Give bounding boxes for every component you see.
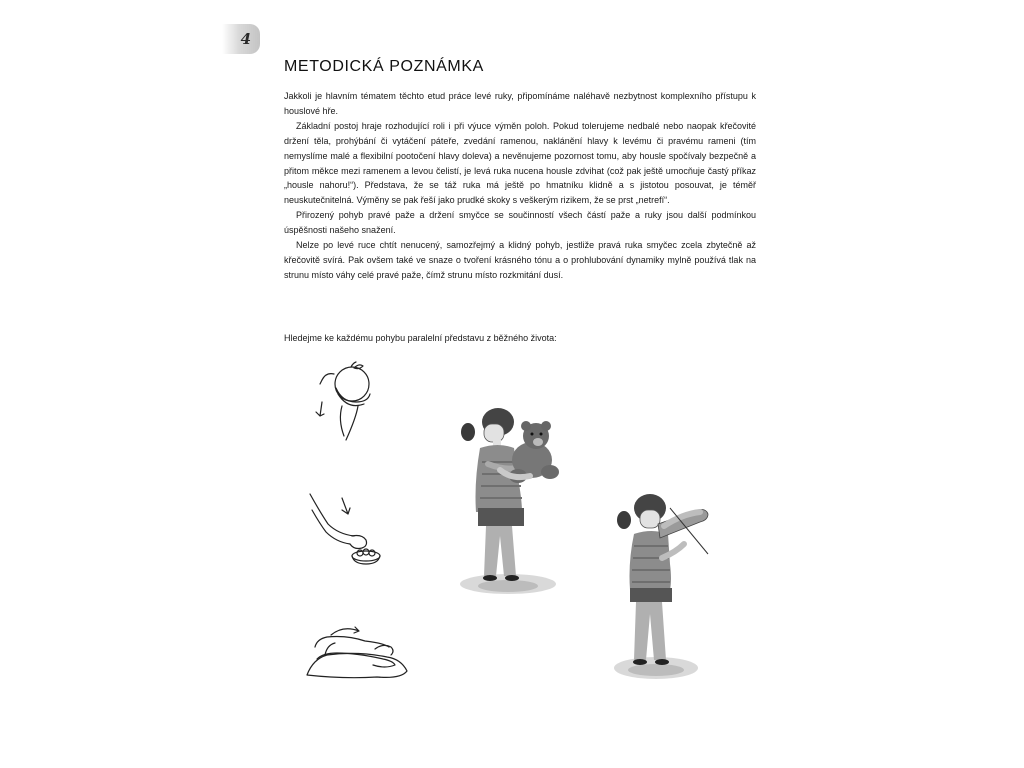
section-heading: METODICKÁ POZNÁMKA: [284, 58, 484, 75]
paragraph-2: Základní postoj hraje rozhodující roli i při výuce výměn poloh. Pokud tolerujeme nedbalé nebo naopak křečovité držení těla, prohýbání či vytáčení páteře, zvedání ramenou, naklánění hlavy k levému či pravému rameni (tím nemyslíme malé a flexibilní pootočení hlavy doleva) a nevěnujeme pozornost tomu, aby housle spočívaly bezpečně a přitom měkce mezi ramenem a levou čelistí, je levá ruka nucena housle zdvihat (což pak ještě umocňuje častý příkaz „housle nahoru!“). Představa, že se táž ruka má ještě po hmatníku klidně a s jistotou posouvat, je téměř neuskutečnitelná. Výměny se pak řeší jako prudké skoky s veškerým rizikem, že se prst „netrefí“.: [284, 120, 756, 206]
paragraph-1: Jakkoli je hlavním tématem těchto etud práce levé ruky, připomínáme naléhavě nezbytnost komplexního přístupu k houslové hře.: [284, 91, 756, 116]
hand-reaching-bowl-illustration: [308, 492, 383, 572]
arm-on-pillow-illustration: [305, 625, 410, 685]
girl-playing-violin-illustration: [612, 488, 722, 698]
page-number: 4: [240, 30, 251, 48]
hand-holding-apple-illustration: [308, 362, 378, 444]
paragraph-3: Přirozený pohyb pravé paže a držení smyčce se součinností všech částí paže a ruky jsou další podmínkou úspěšnosti našeho snažení.: [284, 210, 756, 236]
illustration-intro-line: Hledejme ke každému pohybu paralelní představu z běžného života:: [284, 333, 557, 343]
body-text: [284, 89, 756, 283]
girl-holding-teddy-bear-illustration: [460, 402, 580, 597]
paragraph-4: Nelze po levé ruce chtít nenucený, samozřejmý a klidný pohyb, jestliže pravá ruka smyčec zcela zbytečně až křečovitě svírá. Pak ovšem také ve snaze o tvoření krásného tónu a o prohlubování dynamiky mylně používá tlak na strunu místo váhy celé pravé paže, čímž strunu místo rozkmitání dusí.: [284, 240, 756, 280]
page-number-tab: [222, 24, 260, 54]
